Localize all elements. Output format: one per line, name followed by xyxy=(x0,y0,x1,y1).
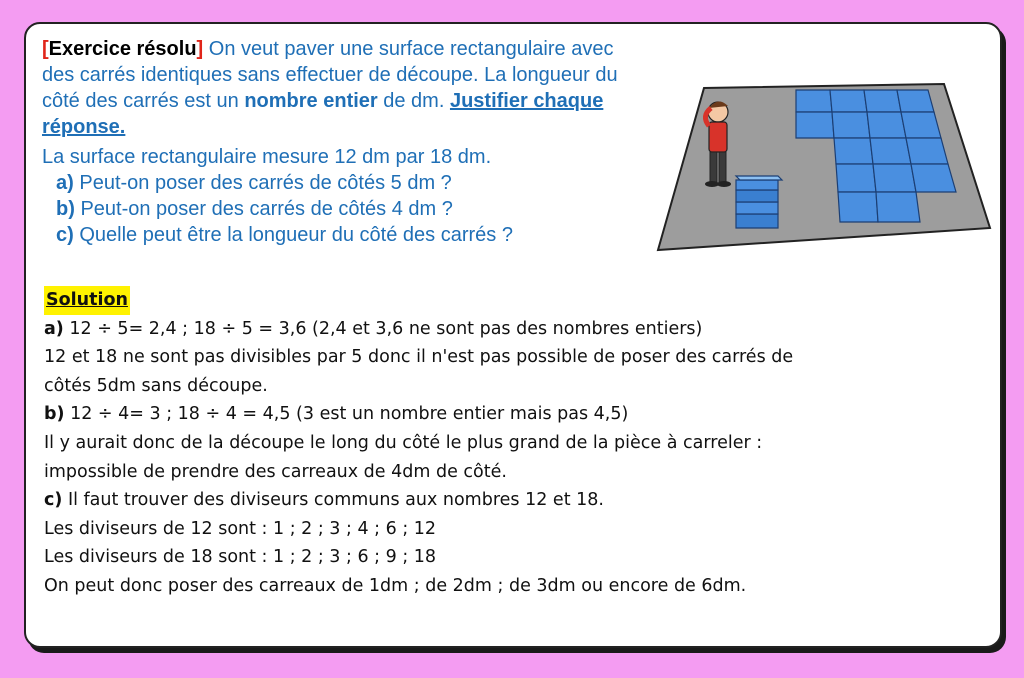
solution-b-line-3: impossible de prendre des carreaux de 4dm de côté. xyxy=(44,461,507,482)
solution-heading: Solution xyxy=(44,286,130,315)
exercise-intro-paragraph xyxy=(42,36,642,140)
tag-text: Exercice résolu xyxy=(48,38,197,60)
solution-b-line-2: Il y aurait donc de la découpe le long du côté le plus grand de la pièce à carreler : xyxy=(44,432,763,453)
solution-a-line-1 xyxy=(44,315,984,344)
solution-a-line-3: côtés 5dm sans découpe. xyxy=(44,375,268,396)
exercise-statement xyxy=(42,36,642,248)
question-b xyxy=(56,196,642,222)
question-text: Quelle peut être la longueur du côté des carrés ? xyxy=(79,224,513,246)
intro-bold-text: nombre entier xyxy=(244,90,378,112)
intro-text-2: de dm. xyxy=(377,90,450,112)
tag-close-bracket: ] xyxy=(196,38,204,60)
question-letter: c) xyxy=(56,224,74,246)
solution-c-label: c) xyxy=(44,490,63,511)
tag-open-bracket: [ xyxy=(42,38,49,60)
solution-a-line-2: 12 et 18 ne sont pas divisibles par 5 donc il n'est pas possible de poser des carrés de xyxy=(44,347,794,368)
question-c xyxy=(56,222,642,248)
solution-c-line-4: On peut donc poser des carreaux de 1dm ; de 2dm ; de 3dm ou encore de 6dm. xyxy=(44,575,747,596)
exercise-tag xyxy=(42,38,203,60)
question-letter: b) xyxy=(56,198,75,220)
solution-section xyxy=(44,286,984,601)
intro-text-1: On veut paver une surface rectangulaire avec des carrés identiques sans effectuer de découpe. La longueur du côté des carrés est un xyxy=(42,38,618,112)
exercise-card xyxy=(24,22,1002,648)
question-text: Peut-on poser des carrés de côtés 4 dm ? xyxy=(80,198,453,220)
solution-b-text-1: 12 ÷ 4= 3 ; 18 ÷ 4 = 4,5 (3 est un nombre entier mais pas 4,5) xyxy=(64,404,629,425)
solution-a-text-1: 12 ÷ 5= 2,4 ; 18 ÷ 5 = 3,6 (2,4 et 3,6 ne sont pas des nombres entiers) xyxy=(63,318,703,339)
solution-c-text-1: Il faut trouver des diviseurs communs aux nombres 12 et 18. xyxy=(62,490,604,511)
tiling-illustration xyxy=(654,78,992,258)
solution-a-label: a) xyxy=(44,318,64,339)
question-letter: a) xyxy=(56,172,74,194)
solution-c-line-1 xyxy=(44,486,984,515)
surface-dimensions: La surface rectangulaire mesure 12 dm par 18 dm. xyxy=(42,146,492,168)
solution-c-line-3: Les diviseurs de 18 sont : 1 ; 2 ; 3 ; 6 ; 9 ; 18 xyxy=(44,547,437,568)
solution-b-label: b) xyxy=(44,404,65,425)
question-text: Peut-on poser des carrés de côtés 5 dm ? xyxy=(79,172,452,194)
solution-b-line-1 xyxy=(44,400,984,429)
justify-instruction: Justifier chaque réponse. xyxy=(42,90,604,138)
solution-c-line-2: Les diviseurs de 12 sont : 1 ; 2 ; 3 ; 4 ; 6 ; 12 xyxy=(44,518,437,539)
question-a xyxy=(56,170,642,196)
tile-stack xyxy=(736,176,782,228)
